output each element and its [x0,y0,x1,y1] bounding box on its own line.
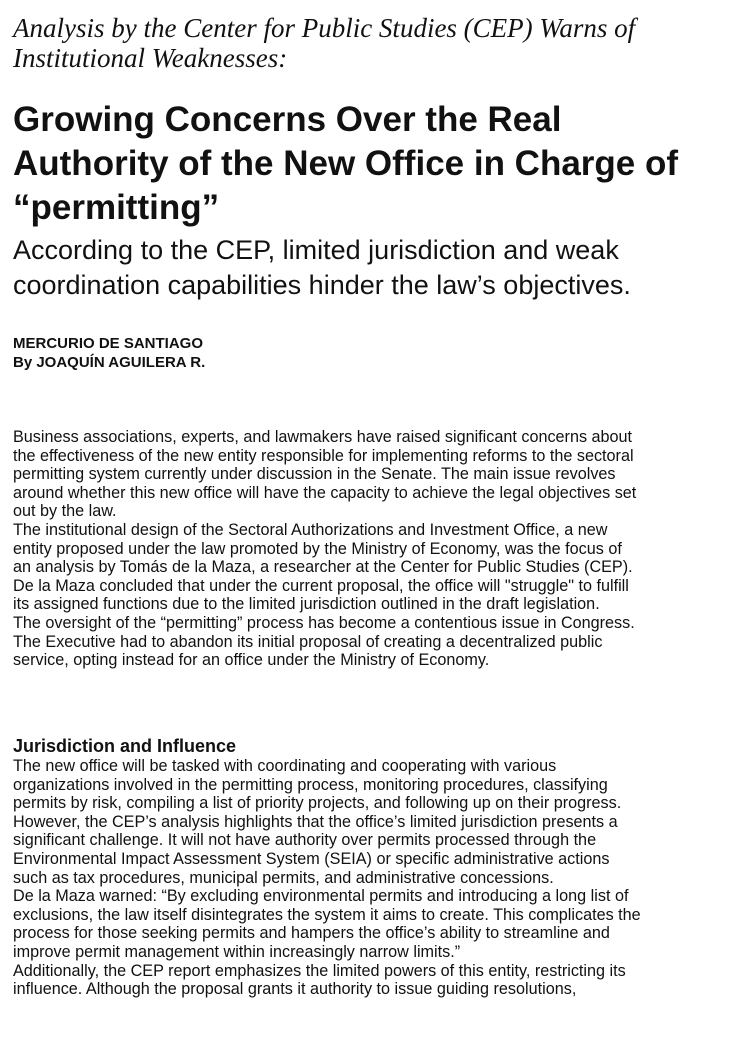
paragraph [13,428,743,521]
intro-body [13,428,743,670]
source-name: MERCURIO DE SANTIAGO [13,335,204,352]
text-line: However, the CEP’s analysis highlights that the office’s limited jurisdiction presents a [13,812,618,831]
article-headline [13,98,743,230]
text-line: service, opting instead for an office under the Ministry of Economy. [13,651,490,670]
paragraph [13,757,743,887]
text-line: The institutional design of the Sectoral Authorizations and Investment Office, a new [13,520,608,539]
text-line: organizations involved in the permitting process, monitoring procedures, classifying [13,775,608,794]
subheadline-line: coordination capabilities hinder the law’s objectives. [13,270,631,300]
text-line: De la Maza concluded that under the current proposal, the office will "struggle" to fulfill [13,576,629,595]
text-line: exclusions, the law itself disintegrates the system it aims to create. This complicates the [13,905,641,924]
author-name: By JOAQUÍN AGUILERA R. [13,354,206,371]
article-subheadline [13,233,743,303]
text-line: permitting system currently under discussion in the Senate. The main issue revolves [13,465,616,484]
text-line: an analysis by Tomás de la Maza, a researcher at the Center for Public Studies (CEP). [13,558,633,577]
paragraph [13,887,743,961]
subheadline-line: According to the CEP, limited jurisdiction and weak [13,235,619,265]
text-line: Additionally, the CEP report emphasizes the limited powers of this entity, restricting its [13,961,626,980]
text-line: De la Maza warned: “By excluding environmental permits and introducing a long list of [13,887,629,906]
text-line: improve permit management within increasingly narrow limits.” [13,942,461,961]
text-line: Environmental Impact Assessment System (SEIA) or specific administrative actions [13,849,610,868]
text-line: out by the law. [13,502,117,521]
section-heading: Jurisdiction and Influence [13,736,237,756]
text-line: the effectiveness of the new entity responsible for implementing reforms to the sectoral [13,446,634,465]
text-line: The Executive had to abandon its initial proposal of creating a decentralized public [13,632,603,651]
text-line: The new office will be tasked with coordinating and cooperating with various [13,757,557,775]
paragraph [13,614,743,670]
headline-line: “permitting” [13,188,220,227]
text-line: permits by risk, compiling a list of priority projects, and following up on their progress. [13,794,622,813]
kicker-line: Institutional Weaknesses: [13,43,288,73]
text-line: process for those seeking permits and hampers the office’s ability to streamline and [13,924,610,943]
paragraph [13,521,743,614]
text-line: The oversight of the “permitting” process has become a contentious issue in Congress. [13,613,635,632]
text-line: significant challenge. It will not have authority over permits processed through the [13,831,597,850]
paragraph [13,962,743,999]
byline [13,334,205,372]
text-line: Business associations, experts, and lawmakers have raised significant concerns about [13,428,633,446]
article-kicker [13,13,733,73]
text-line: such as tax procedures, municipal permits, and administrative concessions. [13,868,554,887]
text-line: entity proposed under the law promoted by the Ministry of Economy, was the focus of [13,539,622,558]
headline-line: Growing Concerns Over the Real [13,100,562,139]
kicker-line: Analysis by the Center for Public Studies (CEP) Warns of [13,13,636,43]
text-line: around whether this new office will have the capacity to achieve the legal objectives set [13,483,637,502]
text-line: influence. Although the proposal grants it authority to issue guiding resolutions, [13,980,577,999]
section-body [13,757,743,999]
text-line: its assigned functions due to the limited jurisdiction outlined in the draft legislation. [13,595,600,614]
headline-line: Authority of the New Office in Charge of [13,144,679,183]
